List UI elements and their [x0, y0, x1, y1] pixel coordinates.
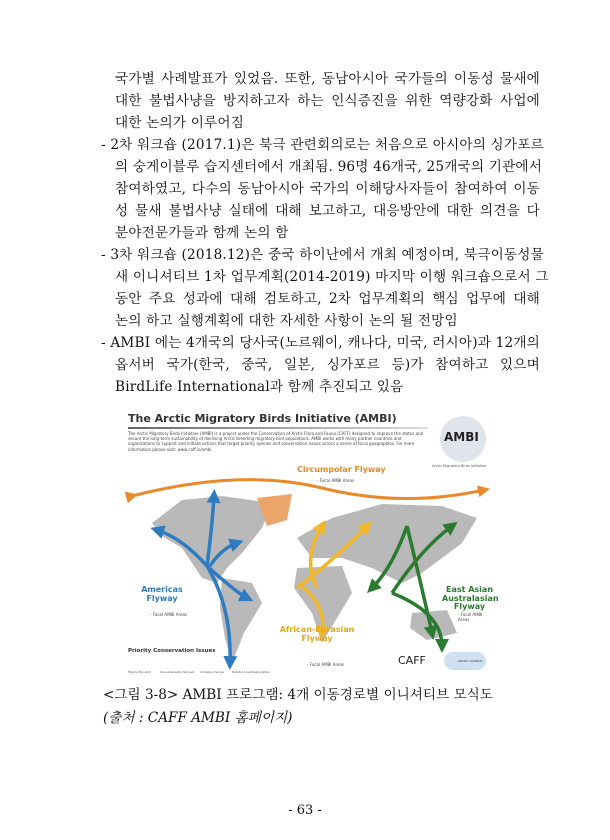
bullet-line: 옵서버 국가(한국, 중국, 일본, 싱가포르 등)가 참여하고 있으며	[115, 357, 540, 373]
bullet-line: 분야전문가들과 함께 논의 함	[115, 225, 289, 241]
page-number: - 63 -	[288, 803, 322, 818]
bullet-line: 새 이니셔티브 1차 업무계획(2014-2019) 마지막 이행 워크숍으로서 그	[115, 269, 549, 285]
figure-description: The Arctic Migratory Birds Initiative (AMBI) is a project under the Conservation of Arctic Flora and Fauna (CAFF) designed to improve the status and secure the long-term sustainability of declining Arctic breeding migratory bird populations. AMBI works with many partner countries and organizations to support and initiate actions that target priority species and conservation issues across a series of focal geographies. For more information please visit: www.caff.is/ambi	[128, 431, 424, 452]
bullet-line: - 3차 워크숍 (2018.12)은 중국 하이난에서 개최 예정이며, 북극이동성물	[101, 247, 544, 263]
ambi-logo-subtitle: Arctic Migratory Birds Initiative	[432, 464, 487, 468]
circumpolar-flyway-label: Circumpolar Flyway	[297, 465, 386, 474]
circumpolar-flyway-arrow	[132, 480, 484, 499]
ambi-figure	[122, 408, 499, 678]
paragraph-line: 국가별 사례발표가 있었음. 또한, 동남아시아 국가들의 이동성 물새에	[115, 71, 540, 87]
issue-label: Climate Change	[200, 670, 224, 674]
issue-label: Marine Bycatch	[128, 670, 152, 674]
focal-areas-legend: - Focal AMBI Areas	[150, 612, 188, 617]
arctic-council-logo: ARCTIC COUNCIL	[444, 652, 486, 670]
americas-flyway-label: Americas Flyway	[141, 585, 183, 603]
issue-label: Habitat Loss/Degradation	[232, 670, 271, 674]
figure-title: The Arctic Migratory Birds Initiative (AMBI)	[128, 412, 397, 425]
bullet-line: 논의 하고 실행계획에 대한 자세한 사항이 논의 될 전망임	[115, 313, 458, 329]
bullet-line: 동안 주요 성과에 대해 검토하고, 2차 업무계획의 핵심 업무에 대해	[115, 291, 540, 307]
bullet-line: 의 숭게이블루 습지센터에서 개최됨. 96명 46개국, 25개국의 기관에서	[115, 159, 543, 175]
figure-source: (출처 : CAFF AMBI 홈페이지)	[103, 710, 293, 726]
bullet-line: 참여하였고, 다수의 동남아시아 국가의 이해당사자들이 참여하여 이동	[115, 181, 540, 197]
bullet-line: 성 물새 불법사냥 실태에 대해 보고하고, 대응방안에 대한 의견을 다	[115, 203, 540, 219]
african-eurasian-flyway-label: African-Eurasian Flyway	[279, 625, 355, 643]
issue-label: Unsustainable Harvest	[160, 670, 194, 674]
east-asian-flyway-label: East Asian Australasian Flyway	[442, 585, 499, 611]
focal-areas-legend: - Focal AMBI Areas	[458, 612, 483, 622]
priority-issues-title: Priority Conservation Issues	[128, 648, 216, 654]
ambi-logo: AMBI	[440, 416, 486, 462]
caff-logo: CAFF	[398, 654, 426, 667]
figure-caption: <그림 3-8> AMBI 프로그램: 4개 이동경로별 이니셔티브 모식도	[103, 687, 493, 703]
bullet-line: BirdLife International과 함께 추진되고 있음	[115, 379, 404, 395]
australia	[410, 610, 457, 640]
focal-areas-legend: - Focal AMBI Areas	[317, 478, 355, 483]
paragraph-line: 대한 불법사냥을 방지하고자 하는 인식증진을 위한 역량강화 사업에	[115, 93, 540, 109]
bullet-line: - 2차 워크숍 (2017.1)은 북극 관련회의로는 처음으로 아시아의 싱가포르	[101, 137, 544, 153]
paragraph-line: 대한 논의가 이루어짐	[115, 115, 245, 131]
focal-areas-legend: - Focal AMBI Areas	[307, 662, 345, 667]
bullet-line: - AMBI 에는 4개국의 당사국(노르웨이, 캐나다, 미국, 러시아)과 12개의	[101, 335, 540, 351]
